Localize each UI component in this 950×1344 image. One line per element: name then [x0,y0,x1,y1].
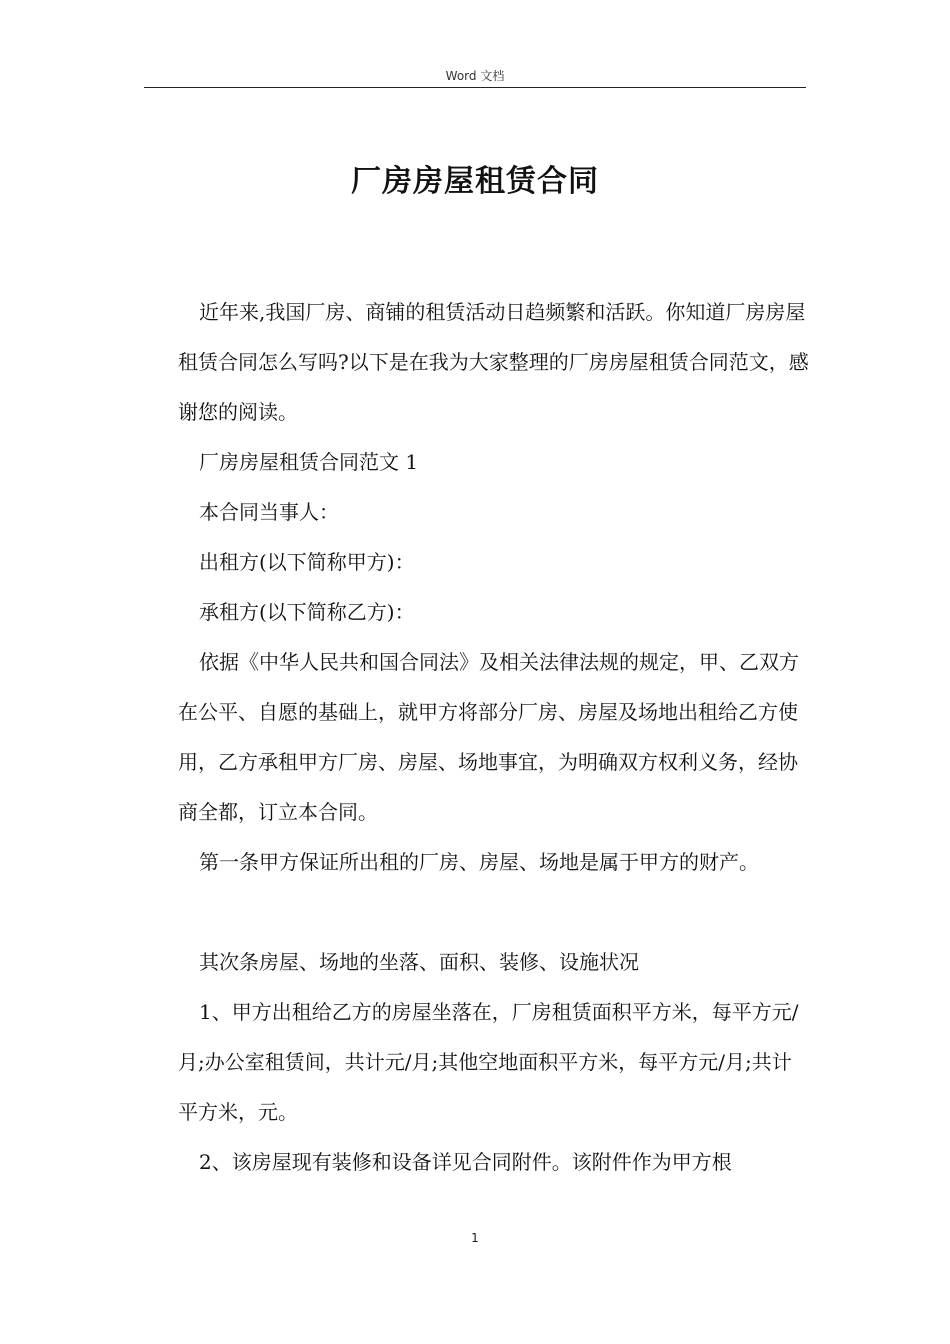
page-number: 1 [471,1231,479,1245]
paragraph-sample-heading: 厂房房屋租赁合同范文 1 [199,450,419,474]
paragraph-article-1: 第一条甲方保证所出租的厂房、房屋、场地是属于甲方的财产。 [199,850,759,874]
header-label: Word 文档 [445,69,505,83]
paragraph-lessor: 出租方(以下简称甲方)： [199,550,415,574]
document-title: 厂房房屋租赁合同 [351,164,599,199]
header-divider [144,87,806,88]
paragraph-lessee: 承租方(以下简称乙方)： [199,600,415,624]
paragraph-parties: 本合同当事人： [199,500,339,524]
document-body [178,287,810,1187]
paragraph-clause-1: 1、甲方出租给乙方的房屋坐落在，厂房租赁面积平方米，每平方元/月;办公室租赁间，共计元/月;其他空地面积平方米，每平方元/月;共计平方米，元。 [178,1000,799,1124]
paragraph-article-2: 其次条房屋、场地的坐落、面积、装修、设施状况 [199,950,639,974]
paragraph-clause-2: 2、该房屋现有装修和设备详见合同附件。该附件作为甲方根 [199,1150,732,1174]
paragraph-basis: 依据《中华人民共和国合同法》及相关法律法规的规定，甲、乙双方在公平、自愿的基础上，就甲方将部分厂房、房屋及场地出租给乙方使用，乙方承租甲方厂房、房屋、场地事宜，为明确双方权利义务，经协商全都，订立本合同。 [178,650,799,824]
paragraph-intro: 近年来,我国厂房、商铺的租赁活动日趋频繁和活跃。你知道厂房房屋租赁合同怎么写吗?以下是在我为大家整理的厂房房屋租赁合同范文，感谢您的阅读。 [178,300,809,424]
